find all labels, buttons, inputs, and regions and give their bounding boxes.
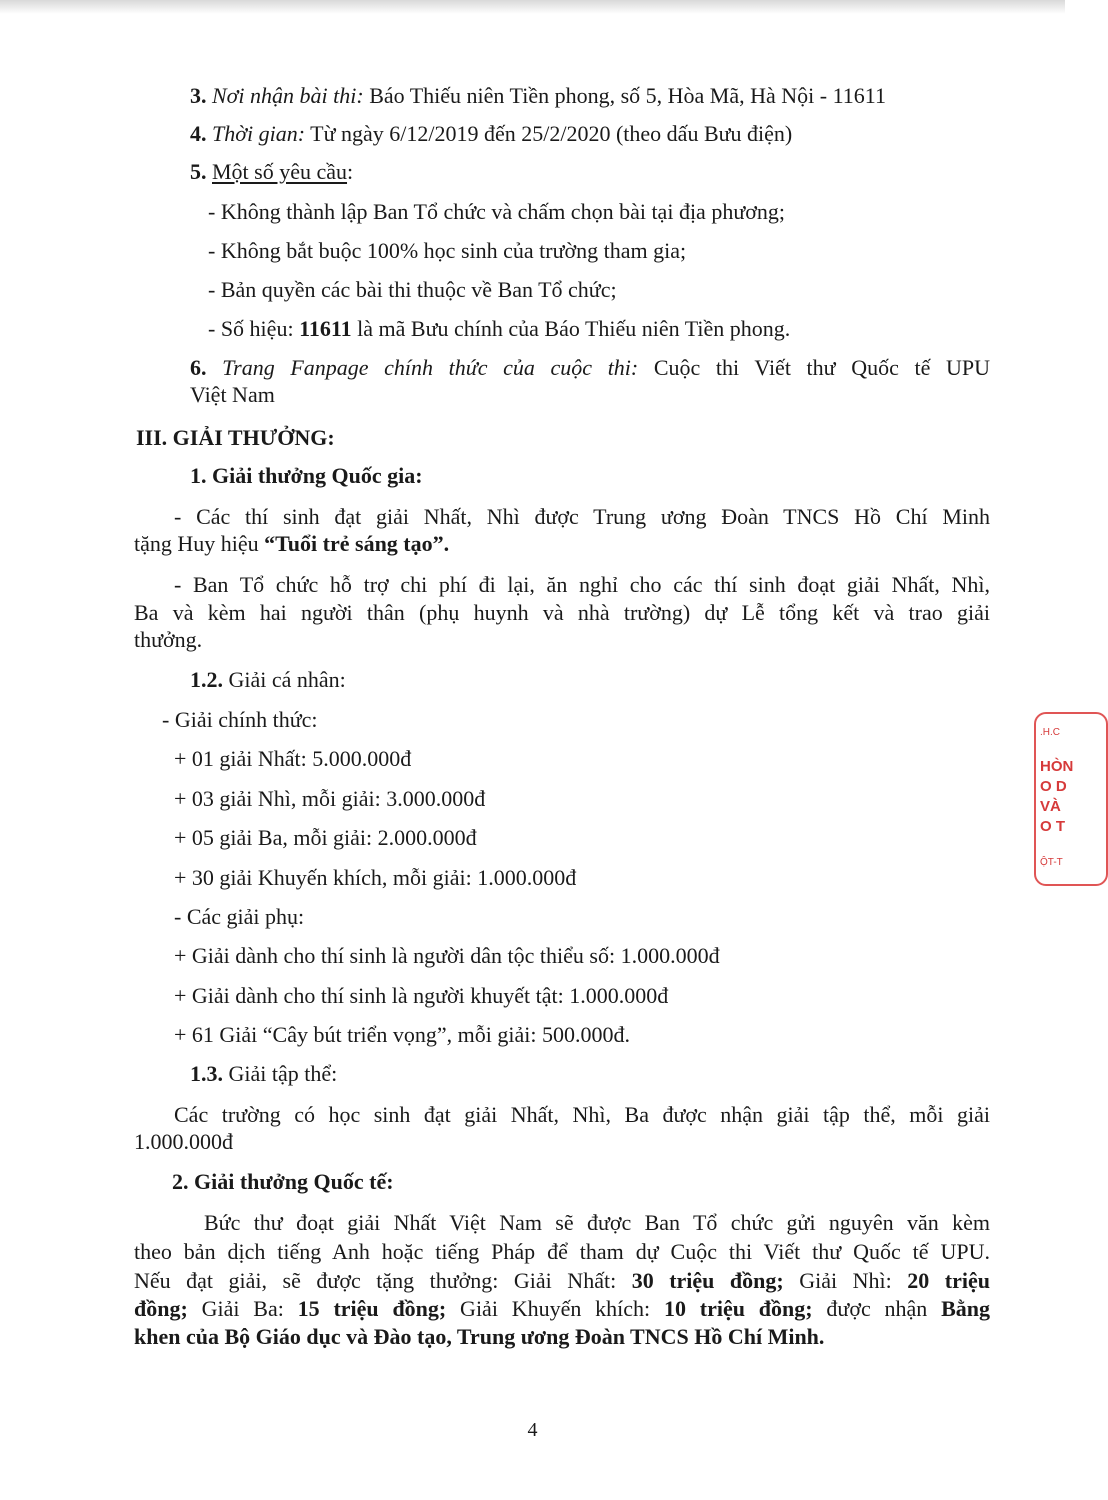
item-4-label: Thời gian: (212, 121, 306, 146)
item-5: 5. Một số yêu cầu: (190, 159, 354, 184)
page-number: 4 (527, 1419, 538, 1441)
international-line-2: theo bản dịch tiếng Anh hoặc tiếng Pháp để tham dự Cuộc thi Viết thư Quốc tế UPU. (134, 1239, 990, 1264)
prize-third: + 05 giải Ba, mỗi giải: 2.000.000đ (174, 825, 477, 850)
requirement-1: - Không thành lập Ban Tổ chức và chấm chọn bài tại địa phương; (208, 199, 785, 224)
collective-line-2: 1.000.000đ (134, 1129, 233, 1154)
item-6-label: Trang Fanpage chính thức của cuộc thi: (222, 355, 639, 380)
requirement-2: - Không bắt buộc 100% học sinh của trường tham gia; (208, 238, 687, 263)
official-prize-heading: - Giải chính thức: (162, 707, 318, 732)
international-line-1: Bức thư đoạt giải Nhất Việt Nam sẽ được Ban Tổ chức gửi nguyên văn kèm (204, 1210, 990, 1235)
international-line-3: Nếu đạt giải, sẽ được tặng thưởng: Giải Nhất: 30 triệu đồng; Giải Nhì: 20 triệu (134, 1268, 990, 1293)
section-heading: III. GIẢI THƯỞNG: (136, 425, 335, 450)
item-3-label: Nơi nhận bài thi: (212, 83, 364, 108)
international-line-4: đồng; Giải Ba: 15 triệu đồng; Giải Khuyến khích: 10 triệu đồng; được nhận Bằng (134, 1296, 991, 1321)
prize-first: + 01 giải Nhất: 5.000.000đ (174, 746, 412, 771)
collective-line-1: Các trường có học sinh đạt giải Nhất, Nhì, Ba được nhận giải tập thể, mỗi giải (174, 1102, 990, 1127)
national-para-1-line-1: - Các thí sinh đạt giải Nhất, Nhì được Trung ương Đoàn TNCS Hồ Chí Minh (174, 504, 990, 529)
item-4: 4. Thời gian: Từ ngày 6/12/2019 đến 25/2/2020 (theo dấu Bưu điện) (190, 121, 793, 146)
prize-encouragement: + 30 giải Khuyến khích, mỗi giải: 1.000.000đ (174, 865, 577, 890)
international-prize-heading: 2. Giải thưởng Quốc tế: (172, 1169, 394, 1194)
item-3: 3. Nơi nhận bài thi: Báo Thiếu niên Tiền phong, số 5, Hòa Mã, Hà Nội - 11611 (190, 83, 886, 108)
item-5-label: Một số yêu cầu (212, 159, 348, 184)
official-seal: .H.C HÒN O D VÀ O T ỘT-T (1034, 712, 1094, 882)
requirement-4: - Số hiệu: 11611 là mã Bưu chính của Báo Thiếu niên Tiền phong. (208, 316, 791, 341)
item-6-continued: Việt Nam (190, 382, 275, 407)
requirement-3: - Bản quyền các bài thi thuộc về Ban Tổ chức; (208, 277, 617, 302)
national-para-2-line-3: thưởng. (134, 627, 203, 652)
individual-prize-heading: 1.2. Giải cá nhân: (190, 667, 346, 692)
national-para-2-line-1: - Ban Tổ chức hỗ trợ chi phí đi lại, ăn nghỉ cho các thí sinh đoạt giải Nhất, Nhì, (174, 572, 990, 597)
sub-prize-heading: - Các giải phụ: (174, 904, 305, 929)
sub-prize-2: + Giải dành cho thí sinh là người khuyết tật: 1.000.000đ (174, 983, 669, 1008)
collective-prize-heading: 1.3. Giải tập thể: (190, 1061, 338, 1086)
scan-edge-shade (0, 0, 1065, 14)
national-para-1-line-2: tặng Huy hiệu “Tuổi trẻ sáng tạo”. (134, 531, 450, 556)
international-line-5: khen của Bộ Giáo dục và Đào tạo, Trung ương Đoàn TNCS Hồ Chí Minh. (134, 1324, 825, 1349)
sub-prize-3: + 61 Giải “Cây bút triển vọng”, mỗi giải: 500.000đ. (174, 1022, 631, 1047)
national-para-2-line-2: Ba và kèm hai người thân (phụ huynh và nhà trường) dự Lễ tổng kết và trao giải (134, 600, 990, 625)
prize-second: + 03 giải Nhì, mỗi giải: 3.000.000đ (174, 786, 486, 811)
item-6: 6. Trang Fanpage chính thức của cuộc thi: Cuộc thi Viết thư Quốc tế UPU (190, 355, 990, 380)
national-prize-heading: 1. Giải thưởng Quốc gia: (190, 463, 423, 488)
sub-prize-1: + Giải dành cho thí sinh là người dân tộc thiểu số: 1.000.000đ (174, 943, 720, 968)
